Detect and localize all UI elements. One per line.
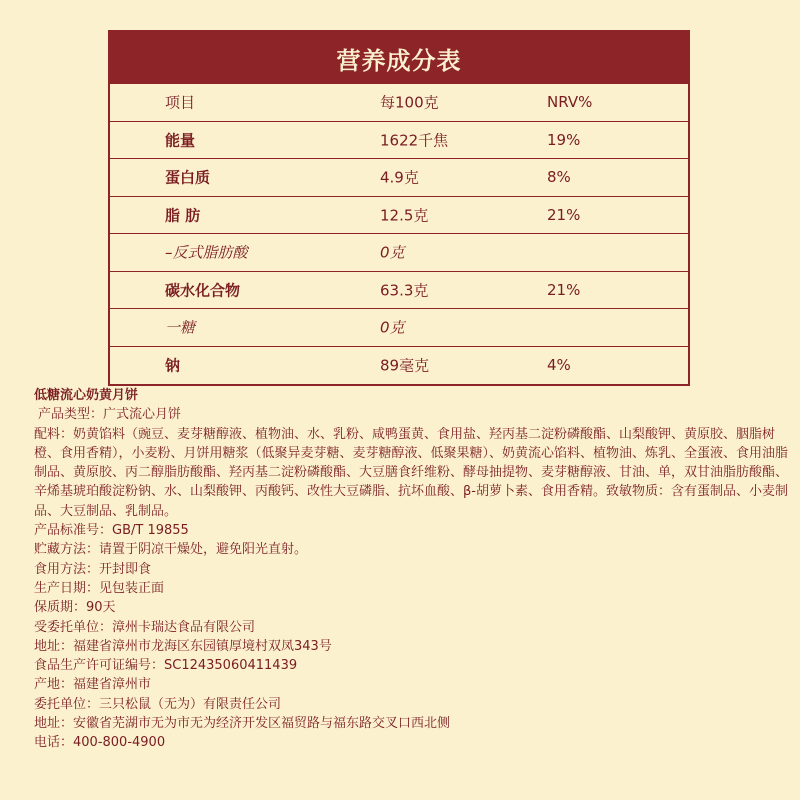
header-item: 项目 bbox=[165, 93, 196, 112]
table-row bbox=[110, 197, 688, 235]
row-item: 蛋白质 bbox=[165, 168, 211, 187]
product-info bbox=[34, 386, 794, 753]
entrusted-unit: 受委托单位：漳州卡瑞达食品有限公司 bbox=[34, 619, 256, 635]
phone: 电话：400-800-4900 bbox=[34, 735, 166, 751]
row-nrv: 8% bbox=[547, 168, 571, 187]
header-per100g: 每100克 bbox=[380, 93, 439, 112]
table-title: 营养成分表 bbox=[110, 32, 688, 84]
nutrition-table bbox=[108, 30, 690, 386]
table-row bbox=[110, 347, 688, 385]
table-row bbox=[110, 234, 688, 272]
row-nrv: 21% bbox=[547, 280, 581, 299]
production-license: 食品生产许可证编号：SC12435060411439 bbox=[34, 658, 298, 674]
row-per100g: 0克 bbox=[380, 318, 405, 337]
row-per100g: 0克 bbox=[380, 243, 405, 262]
entrusting-unit: 委托单位：三只松鼠（无为）有限责任公司 bbox=[34, 696, 282, 712]
row-nrv: 19% bbox=[547, 130, 581, 149]
manufacturer-address: 地址：福建省漳州市龙海区东园镇厚境村双凤343号 bbox=[34, 638, 332, 654]
origin: 产地：福建省漳州市 bbox=[34, 677, 152, 693]
row-item: 一糖 bbox=[165, 318, 196, 337]
production-date: 生产日期：见包装正面 bbox=[34, 580, 165, 596]
table-header-row bbox=[110, 84, 688, 122]
shelf-life: 保质期：90天 bbox=[34, 600, 116, 616]
entrusting-address: 地址：安徽省芜湖市无为市无为经济开发区福贸路与福东路交叉口西北侧 bbox=[34, 716, 451, 732]
usage-method: 食用方法：开封即食 bbox=[34, 561, 152, 577]
product-name: 低糖流心奶黄月饼 bbox=[34, 388, 139, 403]
table-row bbox=[110, 122, 688, 160]
row-per100g: 1622千焦 bbox=[380, 131, 449, 150]
header-nrv: NRV% bbox=[547, 93, 593, 112]
row-nrv: 21% bbox=[547, 205, 581, 224]
ingredients: 配料：奶黄馅料（豌豆、麦芽糖醇液、植物油、水、乳粉、咸鸭蛋黄、食用盐、羟丙基二淀粉磷酸酯、山梨酸钾、黄原胶、胭脂树橙、食用香精），小麦粉、月饼用糖浆（低聚异麦芽糖、麦芽糖醇液、低聚果糖）、奶黄流心馅料、植物油、炼乳、全蛋液、食用油脂制品、黄原胶、丙二醇脂肪酸酯、羟丙基二淀粉磷酸酯、大豆膳食纤维粉、酵母抽提物、麦芽糖醇液、甘油、单，双甘油脂肪酸酯、辛烯基琥珀酸淀粉钠、水、山梨酸钾、丙酸钙、改性大豆磷脂、抗坏血酸、β-胡萝卜素、食用香精。致敏物质：含有蛋制品、小麦制品、大豆制品、乳制品。 bbox=[34, 426, 789, 519]
row-item: 能量 bbox=[165, 131, 196, 150]
row-per100g: 89毫克 bbox=[380, 356, 430, 375]
table-row bbox=[110, 159, 688, 197]
storage-method: 贮藏方法：请置于阴凉干燥处，避免阳光直射。 bbox=[34, 542, 308, 558]
row-nrv: 4% bbox=[547, 356, 571, 375]
product-type: 产品类型：广式流心月饼 bbox=[38, 407, 182, 423]
row-item: 碳水化合物 bbox=[165, 281, 241, 300]
product-standard: 产品标准号：GB/T 19855 bbox=[34, 523, 189, 539]
row-per100g: 4.9克 bbox=[380, 168, 419, 187]
table-row bbox=[110, 272, 688, 310]
row-item: 脂 肪 bbox=[165, 206, 201, 225]
row-item: –反式脂肪酸 bbox=[165, 243, 248, 262]
row-per100g: 12.5克 bbox=[380, 206, 429, 225]
row-per100g: 63.3克 bbox=[380, 281, 429, 300]
row-item: 钠 bbox=[165, 356, 181, 375]
table-row bbox=[110, 309, 688, 347]
